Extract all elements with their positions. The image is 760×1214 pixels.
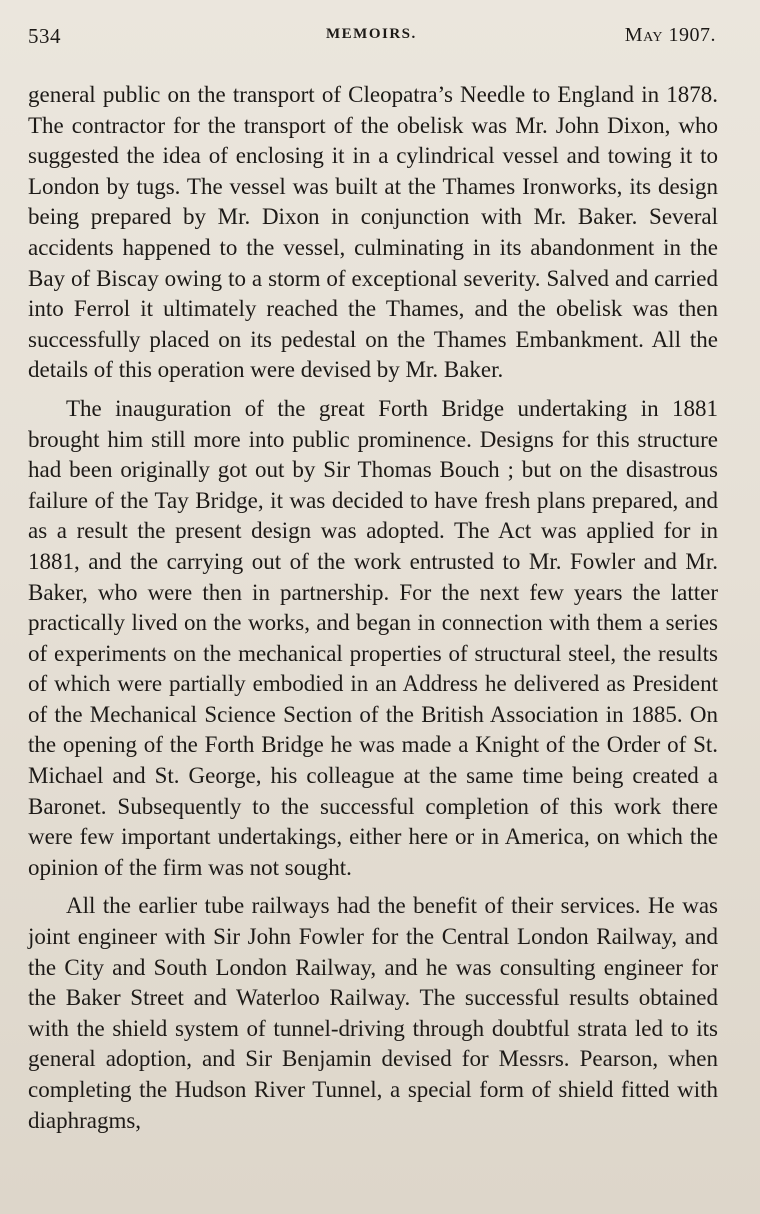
running-head: [28, 24, 716, 54]
running-date: May 1907.: [624, 24, 716, 46]
paragraph-tube-railways: All the earlier tube railways had the benefit of their services. He was joint engineer with Sir John Fowler for the Central London Railway, and the City and South London Railway, and he was consulting engineer for the Baker Street and Waterloo Railway. The successful results obtained with the shield system of tunnel-driving through doubtful strata led to its general adoption, and Sir Benjamin devised for Messrs. Pearson, when completing the Hudson River Tunnel, a special form of shield fitted with diaphragms,: [28, 893, 718, 1133]
body-text: [28, 80, 718, 1144]
running-title: MEMOIRS.: [326, 26, 417, 42]
paragraph-forth-bridge: The inauguration of the great Forth Bridge undertaking in 1881 brought him still more into public prominence. Designs for this structure had been originally got out by Sir Thomas Bouch ; but on the disastrous failure of the Tay Bridge, it was decided to have fresh plans prepared, and as a result the present design was adopted. The Act was applied for in 1881, and the carrying out of the work entrusted to Mr. Fowler and Mr. Baker, who were then in partnership. For the next few years the latter practically lived on the works, and began in connection with them a series of experiments on the mechanical properties of structural steel, the results of which were partially embodied in an Address he delivered as President of the Mechanical Science Section of the British Association in 1885. On the opening of the Forth Bridge he was made a Knight of the Order of St. Michael and St. George, his colleague at the same time being created a Baronet. Subsequently to the successful completion of this work there were few important undertakings, either here or in America, on which the opinion of the firm was not sought.: [28, 395, 718, 880]
paragraph-continuation: general public on the transport of Cleopatra’s Needle to England in 1878. The contractor for the transport of the obelisk was Mr. John Dixon, who suggested the idea of enclosing it in a cylindrical vessel and towing it to London by tugs. The vessel was built at the Thames Ironworks, its design being prepared by Mr. Dixon in conjunction with Mr. Baker. Several accidents happened to the vessel, culminating in its abandonment in the Bay of Biscay owing to a storm of exceptional severity. Salved and carried into Ferrol it ultimately reached the Thames, and the obelisk was then successfully placed on its pedestal on the Thames Embankment. All the details of this operation were devised by Mr. Baker.: [28, 82, 718, 383]
page-number: 534: [28, 24, 61, 48]
